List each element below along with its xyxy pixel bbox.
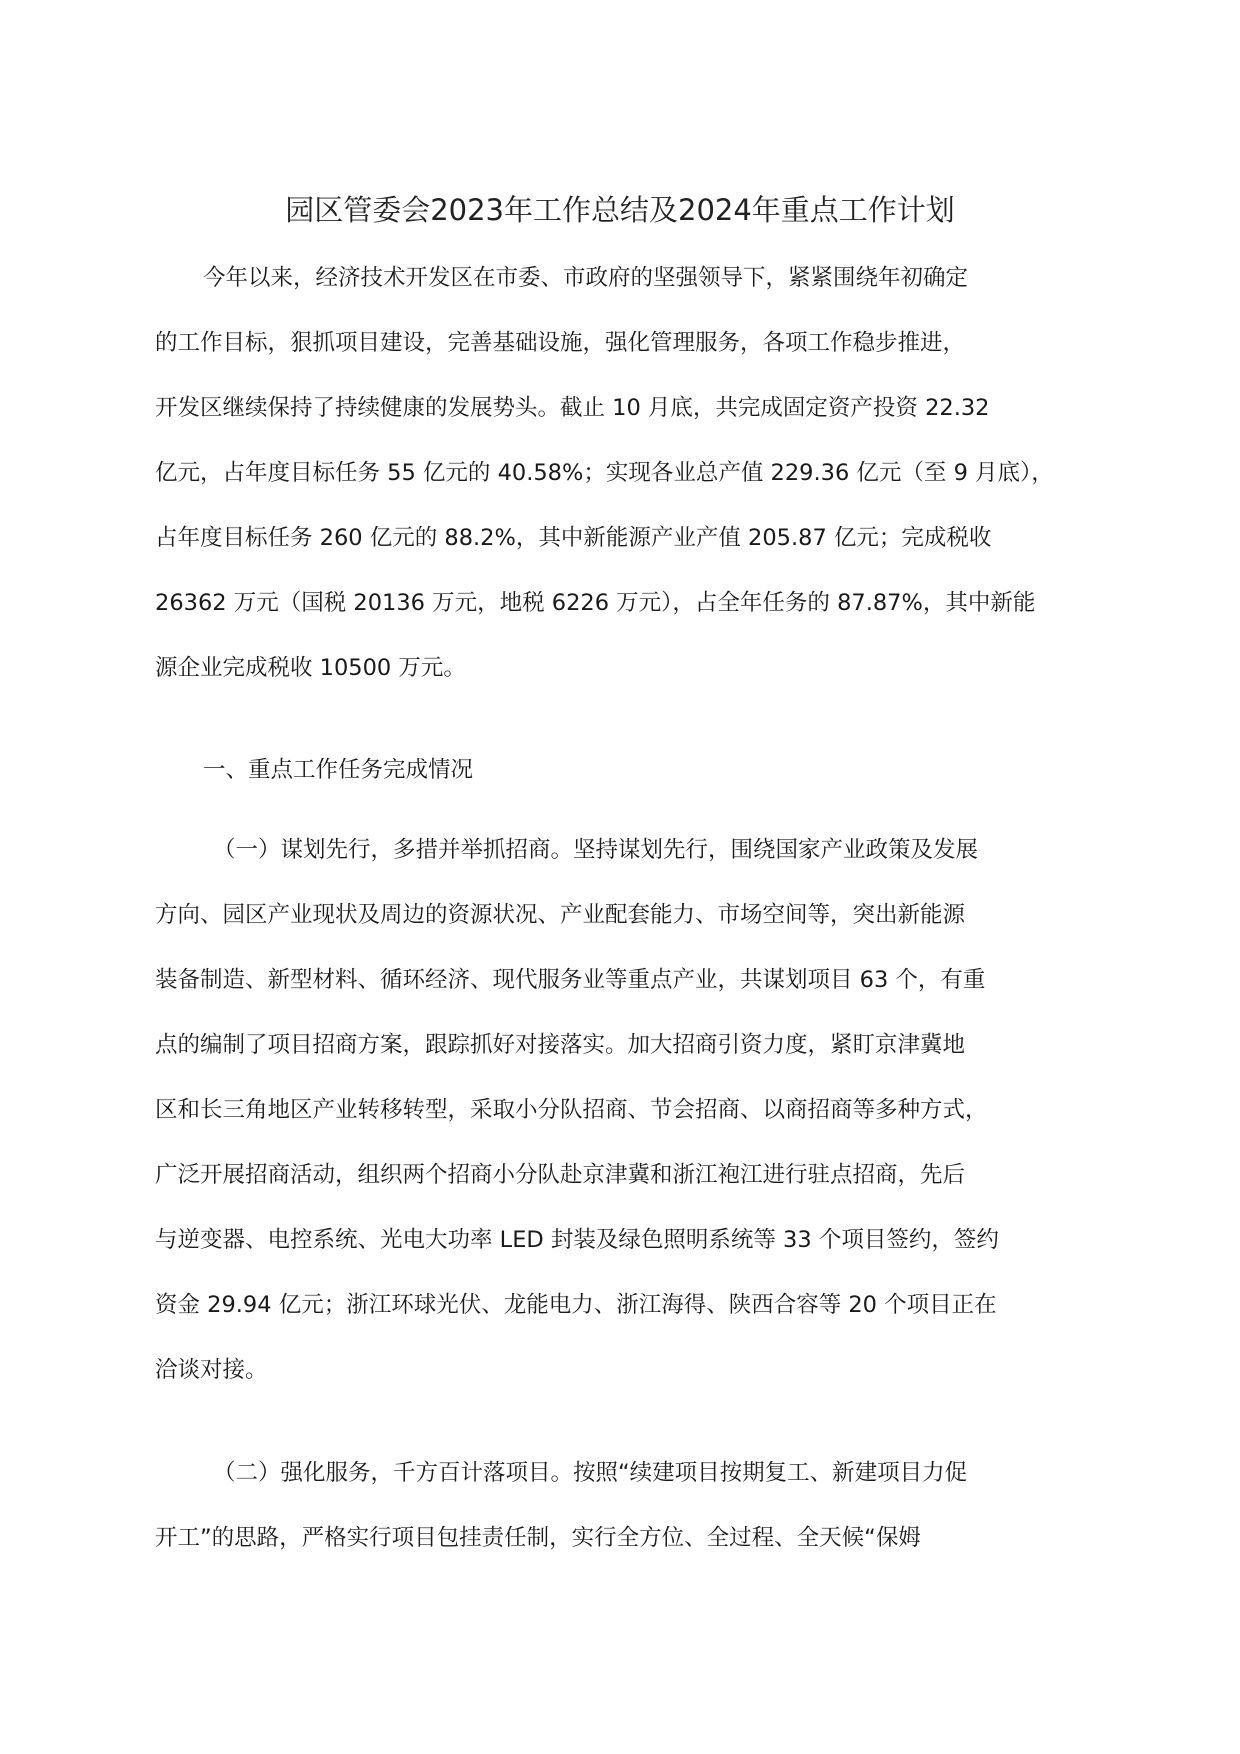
text-line: 方向、园区产业现状及周边的资源状况、产业配套能力、市场空间等，突出新能源 [155, 902, 966, 928]
text-line: 装备制造、新型材料、循环经济、现代服务业等重点产业，共谋划项目 63 个，有重 [155, 967, 986, 993]
text-line: （一）谋划先行，多措并举抓招商。坚持谋划先行，围绕国家产业政策及发展 [213, 837, 979, 863]
text-line: 的工作目标，狠抓项目建设，完善基础设施，强化管理服务，各项工作稳步推进， [155, 330, 966, 356]
section-heading: 一、重点工作任务完成情况 [203, 757, 474, 783]
text-line: 广泛开展招商活动，组织两个招商小分队赴京津冀和浙江袍江进行驻点招商，先后 [155, 1162, 966, 1188]
text-line: 洽谈对接。 [155, 1357, 268, 1383]
text-line: 26362 万元（国税 20136 万元，地税 6226 万元），占全年任务的 87.87%，其中新能 [155, 590, 1036, 616]
text-line: 源企业完成税收 10500 万元。 [155, 655, 466, 681]
text-line: 与逆变器、电控系统、光电大功率 LED 封装及绿色照明系统等 33 个项目签约，签约 [155, 1227, 999, 1253]
text-line: 区和长三角地区产业转移转型，采取小分队招商、节会招商、以商招商等多种方式， [155, 1097, 988, 1123]
text-line: 开工”的思路，严格实行项目包挂责任制，实行全方位、全过程、全天候“保姆 [155, 1525, 921, 1551]
subsection2-paragraph [155, 1441, 1075, 1571]
document-title: 园区管委会2023年工作总结及2024年重点工作计划 [285, 193, 955, 227]
text-line: 开发区继续保持了持续健康的发展势头。截止 10 月底，共完成固定资产投资 22.32 [155, 395, 990, 421]
text-line: 点的编制了项目招商方案，跟踪抓好对接落实。加大招商引资力度，紧盯京津冀地 [155, 1032, 966, 1058]
text-line: 今年以来，经济技术开发区在市委、市政府的坚强领导下，紧紧围绕年初确定 [203, 265, 969, 291]
text-line: （二）强化服务，千方百计落项目。按照“续建项目按期复工、新建项目力促 [213, 1460, 968, 1486]
intro-paragraph [155, 246, 1075, 701]
text-line: 占年度目标任务 260 亿元的 88.2%，其中新能源产业产值 205.87 亿元；完成税收 [155, 525, 992, 551]
text-line: 亿元，占年度目标任务 55 亿元的 40.58%；实现各业总产值 229.36 亿元（至 9 月底）， [155, 460, 1054, 486]
subsection1-paragraph [155, 818, 1075, 1403]
text-line: 资金 29.94 亿元；浙江环球光伏、龙能电力、浙江海得、陕西合容等 20 个项目正在 [155, 1292, 997, 1318]
section1-heading-block [155, 738, 1075, 803]
